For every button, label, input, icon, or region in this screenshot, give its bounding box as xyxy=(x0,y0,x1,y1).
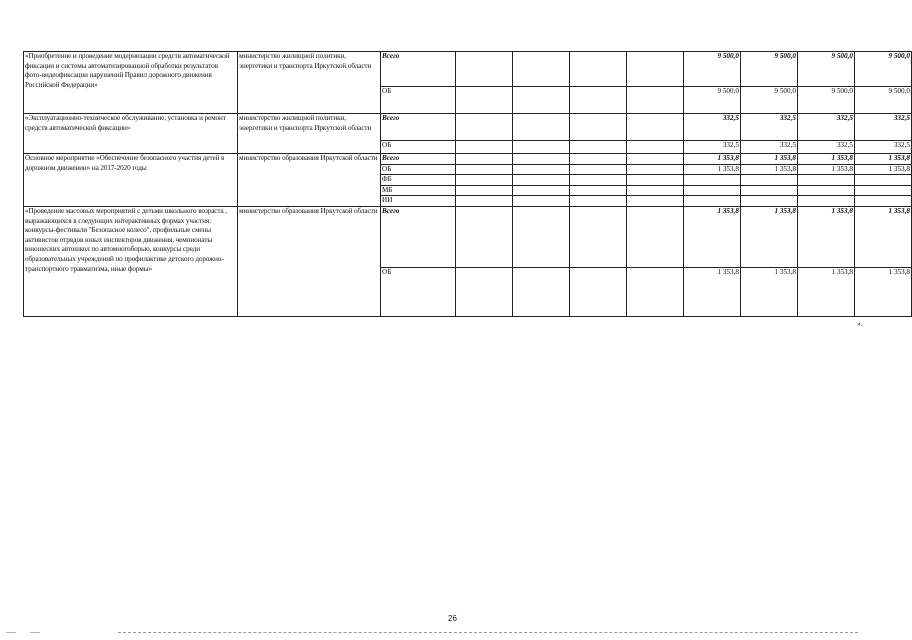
empty-cell xyxy=(570,87,627,114)
measure-description: Основное мероприятие «Обеспечение безопасного участия детей в дорожном движении» на 2017-2020 годы xyxy=(24,154,238,207)
empty-cell xyxy=(570,206,627,267)
empty-cell xyxy=(513,114,570,141)
value-cell: 332,5 xyxy=(798,141,855,154)
empty-cell xyxy=(513,154,570,165)
empty-cell xyxy=(513,87,570,114)
value-cell xyxy=(798,175,855,186)
value-cell: 332,5 xyxy=(798,114,855,141)
empty-cell xyxy=(456,114,513,141)
value-cell xyxy=(798,196,855,207)
value-cell: 1 353,8 xyxy=(798,267,855,316)
value-cell: 1 353,8 xyxy=(855,164,912,175)
value-cell xyxy=(741,175,798,186)
empty-cell xyxy=(513,141,570,154)
value-cell: 1 353,8 xyxy=(684,164,741,175)
value-cell: 1 353,8 xyxy=(798,206,855,267)
value-cell: 1 353,8 xyxy=(798,164,855,175)
empty-cell xyxy=(627,185,684,196)
closing-quote-mark: ». xyxy=(857,319,863,328)
empty-cell xyxy=(513,196,570,207)
funding-source: ОБ xyxy=(381,164,456,175)
value-cell: 1 353,8 xyxy=(684,206,741,267)
empty-cell xyxy=(456,141,513,154)
value-cell: 1 353,8 xyxy=(855,206,912,267)
empty-cell xyxy=(627,154,684,165)
value-cell xyxy=(684,196,741,207)
value-cell xyxy=(741,196,798,207)
funding-source: Всего xyxy=(381,206,456,267)
measure-description: «Проведение массовых мероприятий с детьми школьного возраста , выражающихся в следующих интерактивных формах участия: конкурсы-фестивали "Безопасное колесо", профильные смены активистов отрядов юных инспекторов движения, чемпионаты юношеских автошкол по автомногоборью, конкурсы среди образовательных учреждений по профилактике детского дорожно-транспортного травматизма, иные формы» xyxy=(24,206,238,316)
value-cell xyxy=(798,185,855,196)
empty-cell xyxy=(456,164,513,175)
value-cell: 332,5 xyxy=(855,114,912,141)
value-cell: 1 353,8 xyxy=(855,267,912,316)
value-cell: 332,5 xyxy=(741,141,798,154)
empty-cell xyxy=(627,87,684,114)
value-cell: 1 353,8 xyxy=(855,154,912,165)
measure-executor: министерство образования Иркутской области xyxy=(238,154,381,207)
value-cell: 9 500,0 xyxy=(798,87,855,114)
empty-cell xyxy=(513,175,570,186)
value-cell xyxy=(855,185,912,196)
value-cell: 9 500,0 xyxy=(855,52,912,87)
value-cell xyxy=(684,175,741,186)
value-cell xyxy=(684,185,741,196)
empty-cell xyxy=(570,196,627,207)
empty-cell xyxy=(627,114,684,141)
value-cell: 1 353,8 xyxy=(684,267,741,316)
empty-cell xyxy=(456,185,513,196)
empty-cell xyxy=(456,175,513,186)
empty-cell xyxy=(570,114,627,141)
empty-cell xyxy=(627,196,684,207)
funding-source: ФБ xyxy=(381,175,456,186)
empty-cell xyxy=(456,267,513,316)
scan-mark xyxy=(6,632,16,633)
empty-cell xyxy=(627,141,684,154)
value-cell xyxy=(741,185,798,196)
empty-cell xyxy=(456,206,513,267)
scan-mark xyxy=(30,632,40,633)
page-number: 26 xyxy=(448,614,457,623)
empty-cell xyxy=(456,52,513,87)
value-cell: 9 500,0 xyxy=(684,87,741,114)
funding-source: ИИ xyxy=(381,196,456,207)
value-cell: 1 353,8 xyxy=(684,154,741,165)
measure-executor: министерство образования Иркутской области xyxy=(238,206,381,316)
empty-cell xyxy=(570,164,627,175)
value-cell: 1 353,8 xyxy=(798,154,855,165)
scan-edge-line xyxy=(118,632,858,633)
empty-cell xyxy=(513,164,570,175)
value-cell: 332,5 xyxy=(684,141,741,154)
measure-executor: министерство жилищной политики, энергетики и транспорта Иркутской области xyxy=(238,52,381,114)
empty-cell xyxy=(570,52,627,87)
table-row xyxy=(24,154,912,165)
value-cell: 9 500,0 xyxy=(741,52,798,87)
empty-cell xyxy=(570,141,627,154)
empty-cell xyxy=(627,52,684,87)
measure-description: «Приобретение и проведение модернизации средств автоматической фиксации и системы автоматизированной обработки результатов фото-видеофиксации нарушений Правил дорожного движения Российской Федерации» xyxy=(24,52,238,114)
value-cell xyxy=(855,175,912,186)
table-row xyxy=(24,52,912,87)
funding-source: ОБ xyxy=(381,267,456,316)
measure-executor: министерство жилищной политики, энергетики и транспорта Иркутской области xyxy=(238,114,381,154)
funding-source: ОБ xyxy=(381,141,456,154)
funding-source: Всего xyxy=(381,114,456,141)
empty-cell xyxy=(456,87,513,114)
empty-cell xyxy=(456,154,513,165)
empty-cell xyxy=(627,164,684,175)
budget-table xyxy=(23,51,912,317)
value-cell: 9 500,0 xyxy=(798,52,855,87)
empty-cell xyxy=(456,196,513,207)
value-cell: 1 353,8 xyxy=(741,164,798,175)
empty-cell xyxy=(570,185,627,196)
funding-source: МБ xyxy=(381,185,456,196)
value-cell: 1 353,8 xyxy=(741,154,798,165)
empty-cell xyxy=(570,267,627,316)
value-cell: 9 500,0 xyxy=(684,52,741,87)
empty-cell xyxy=(513,206,570,267)
value-cell: 9 500,0 xyxy=(741,87,798,114)
funding-source: Всего xyxy=(381,52,456,87)
funding-source: Всего xyxy=(381,154,456,165)
empty-cell xyxy=(627,175,684,186)
table-row xyxy=(24,114,912,141)
value-cell: 1 353,8 xyxy=(741,206,798,267)
value-cell: 332,5 xyxy=(855,141,912,154)
empty-cell xyxy=(627,267,684,316)
empty-cell xyxy=(513,267,570,316)
value-cell: 1 353,8 xyxy=(741,267,798,316)
value-cell: 9 500,0 xyxy=(855,87,912,114)
value-cell: 332,5 xyxy=(741,114,798,141)
table-row xyxy=(24,206,912,267)
empty-cell xyxy=(513,52,570,87)
measure-description: «Эксплуатационно-техническое обслуживание, установка и ремонт средств автоматической фиксации» xyxy=(24,114,238,154)
funding-source: ОБ xyxy=(381,87,456,114)
empty-cell xyxy=(627,206,684,267)
value-cell xyxy=(855,196,912,207)
empty-cell xyxy=(513,185,570,196)
value-cell: 332,5 xyxy=(684,114,741,141)
empty-cell xyxy=(570,175,627,186)
empty-cell xyxy=(570,154,627,165)
